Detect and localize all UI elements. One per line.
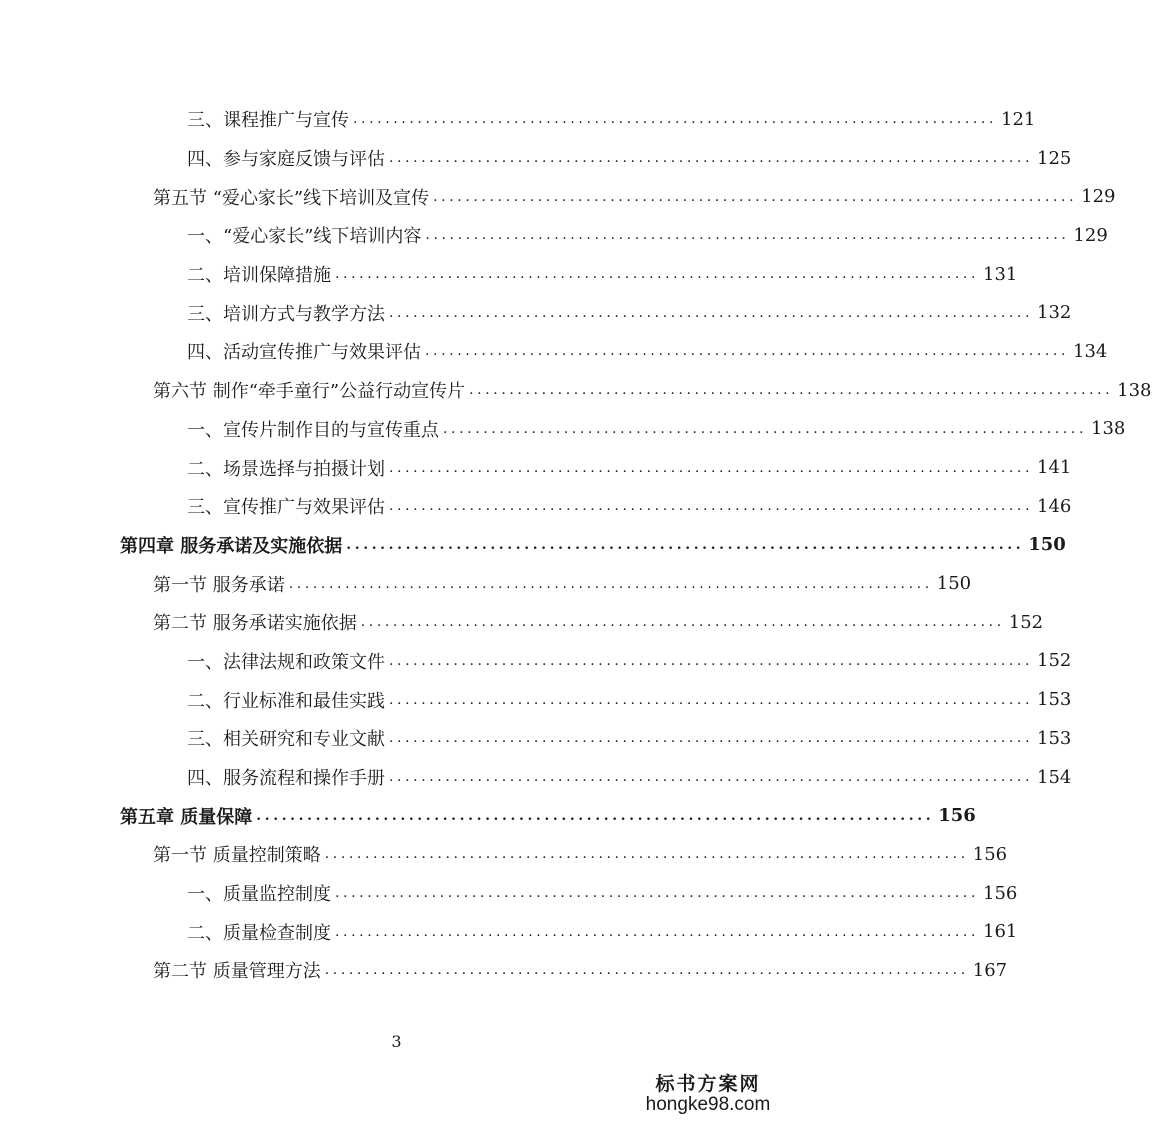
toc-entry-page: 150 — [936, 573, 972, 595]
toc-dot-leader: ................................................................................ — [335, 923, 980, 940]
toc-entry-page: 153 — [1037, 727, 1072, 749]
toc-entry-page: 150 — [1028, 534, 1066, 556]
toc-entry-item[interactable] — [0, 216, 1108, 255]
toc-dot-leader: ................................................................................ — [425, 343, 1070, 360]
toc-dot-leader: ................................................................................ — [335, 266, 980, 283]
toc-entry-item[interactable] — [0, 293, 1072, 332]
toc-dot-leader: ................................................................................ — [353, 111, 998, 128]
toc-entry-chapter[interactable] — [0, 526, 1066, 565]
toc-entry-label: 三、相关研究和专业文献 — [187, 729, 385, 751]
toc-dot-leader: ................................................................................ — [389, 459, 1034, 476]
toc-entry-item[interactable] — [0, 410, 1126, 449]
toc-entry-page: 132 — [1037, 302, 1072, 324]
toc-dot-leader: ................................................................................ — [389, 498, 1034, 515]
toc-entry-label: 二、培训保障措施 — [187, 265, 331, 287]
toc-entry-label: 一、质量监控制度 — [187, 884, 331, 906]
toc-entry-item[interactable] — [0, 758, 1072, 797]
toc-dot-leader: ................................................................................ — [425, 227, 1070, 244]
toc-dot-leader: ................................................................................ — [389, 150, 1034, 167]
table-of-contents — [0, 100, 1152, 990]
toc-entry-item[interactable] — [0, 680, 1072, 719]
toc-entry-page: 129 — [1073, 224, 1108, 246]
toc-dot-leader: ................................................................................ — [335, 885, 980, 902]
toc-entry-page: 167 — [972, 959, 1008, 981]
toc-dot-leader: ................................................................................ — [469, 382, 1114, 399]
toc-entry-page: 156 — [983, 882, 1018, 904]
toc-entry-page: 125 — [1037, 147, 1072, 169]
toc-entry-page: 146 — [1037, 495, 1072, 517]
toc-entry-page: 154 — [1037, 766, 1072, 788]
toc-entry-label: 第六节 制作“牵手童行”公益行动宣传片 — [153, 381, 466, 403]
toc-entry-page: 156 — [972, 843, 1008, 865]
watermark — [633, 1074, 783, 1116]
toc-entry-label: 二、场景选择与拍摄计划 — [187, 458, 385, 480]
toc-entry-page: 161 — [983, 921, 1018, 943]
toc-entry-label: 三、课程推广与宣传 — [187, 110, 349, 132]
toc-entry-item[interactable] — [0, 255, 1018, 294]
toc-dot-leader: ................................................................................ — [389, 652, 1034, 669]
toc-entry-item[interactable] — [0, 448, 1072, 487]
toc-dot-leader: ................................................................................ — [443, 420, 1088, 437]
toc-entry-label: 第一节 质量控制策略 — [153, 845, 321, 867]
toc-entry-page: 141 — [1037, 457, 1072, 479]
toc-entry-page: 129 — [1081, 186, 1116, 208]
toc-entry-label: 第五章 质量保障 — [120, 806, 253, 828]
toc-entry-page: 138 — [1091, 418, 1126, 440]
toc-dot-leader: ................................................................................ — [256, 807, 935, 824]
toc-entry-item[interactable] — [0, 642, 1072, 681]
toc-entry-item[interactable] — [0, 332, 1108, 371]
toc-entry-label: 一、“爱心家长”线下培训内容 — [187, 226, 422, 248]
toc-entry-page: 121 — [1001, 108, 1036, 130]
toc-entry-label: 第四章 服务承诺及实施依据 — [120, 535, 343, 557]
toc-entry-chapter[interactable] — [0, 796, 976, 835]
toc-dot-leader: ................................................................................ — [324, 846, 969, 863]
toc-entry-section[interactable] — [0, 835, 1008, 874]
toc-entry-label: 二、质量检查制度 — [187, 922, 331, 944]
toc-entry-section[interactable] — [0, 564, 972, 603]
toc-entry-item[interactable] — [0, 912, 1018, 951]
watermark-title: 标书方案网 — [655, 1073, 761, 1096]
toc-entry-page: 156 — [938, 805, 976, 827]
toc-dot-leader: ................................................................................ — [346, 536, 1025, 553]
toc-dot-leader: ................................................................................ — [389, 304, 1034, 321]
toc-entry-page: 134 — [1073, 340, 1108, 362]
toc-dot-leader: ................................................................................ — [360, 614, 1005, 631]
toc-entry-page: 153 — [1037, 689, 1072, 711]
toc-entry-item[interactable] — [0, 874, 1018, 913]
toc-dot-leader: ................................................................................ — [389, 730, 1034, 747]
toc-entry-item[interactable] — [0, 100, 1036, 139]
toc-entry-item[interactable] — [0, 139, 1072, 178]
toc-entry-page: 138 — [1117, 379, 1152, 401]
toc-entry-page: 152 — [1037, 650, 1072, 672]
toc-entry-label: 第二节 服务承诺实施依据 — [153, 613, 357, 635]
toc-dot-leader: ................................................................................ — [389, 691, 1034, 708]
toc-entry-label: 三、培训方式与教学方法 — [187, 303, 385, 325]
page-number: 3 — [391, 1032, 402, 1051]
toc-entry-label: 一、宣传片制作目的与宣传重点 — [187, 419, 439, 441]
toc-entry-label: 四、活动宣传推广与效果评估 — [187, 342, 421, 364]
toc-dot-leader: ................................................................................ — [433, 188, 1078, 205]
toc-entry-label: 四、参与家庭反馈与评估 — [187, 149, 385, 171]
toc-entry-label: 四、服务流程和操作手册 — [187, 768, 385, 790]
toc-entry-page: 152 — [1008, 611, 1044, 633]
toc-entry-label: 第一节 服务承诺 — [153, 574, 285, 596]
toc-entry-label: 三、宣传推广与效果评估 — [187, 497, 385, 519]
toc-entry-section[interactable] — [0, 371, 1152, 410]
toc-dot-leader: ................................................................................ — [389, 769, 1034, 786]
toc-entry-section[interactable] — [0, 603, 1044, 642]
toc-entry-page: 131 — [983, 263, 1018, 285]
toc-entry-section[interactable] — [0, 951, 1008, 990]
toc-entry-section[interactable] — [0, 177, 1116, 216]
toc-entry-item[interactable] — [0, 487, 1072, 526]
toc-dot-leader: ................................................................................ — [288, 575, 933, 592]
watermark-url: hongke98.com — [645, 1094, 771, 1116]
toc-entry-label: 第二节 质量管理方法 — [153, 961, 321, 983]
toc-entry-label: 第五节 “爱心家长”线下培训及宣传 — [153, 187, 430, 209]
toc-entry-label: 一、法律法规和政策文件 — [187, 651, 385, 673]
toc-entry-item[interactable] — [0, 719, 1072, 758]
toc-dot-leader: ................................................................................ — [324, 962, 969, 979]
toc-entry-label: 二、行业标准和最佳实践 — [187, 690, 385, 712]
